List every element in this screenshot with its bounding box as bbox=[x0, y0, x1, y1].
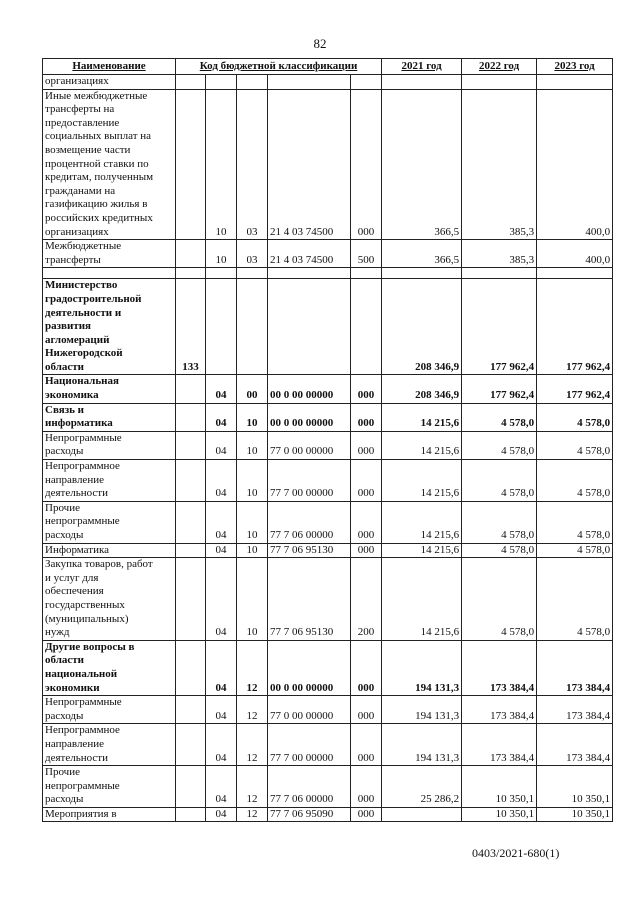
row-value-2021: 25 286,2 bbox=[382, 766, 462, 808]
row-value-2021 bbox=[382, 807, 462, 822]
row-target-article: 00 0 00 00000 bbox=[268, 640, 351, 695]
table-row bbox=[43, 558, 613, 641]
row-ved bbox=[176, 375, 206, 403]
row-name: Непрограммные расходы bbox=[43, 696, 176, 724]
row-name: Национальная экономика bbox=[43, 375, 176, 403]
row-subsection: 10 bbox=[237, 431, 268, 459]
row-expense-type: 000 bbox=[351, 696, 382, 724]
row-expense-type: 000 bbox=[351, 460, 382, 502]
table-header-row bbox=[43, 59, 613, 75]
row-section: 04 bbox=[206, 403, 237, 431]
row-expense-type: 000 bbox=[351, 89, 382, 240]
row-target-article: 77 0 00 00000 bbox=[268, 431, 351, 459]
row-value-2021: 366,5 bbox=[382, 240, 462, 268]
row-target-article: 77 7 06 00000 bbox=[268, 766, 351, 808]
table-row bbox=[43, 240, 613, 268]
row-target-article: 00 0 00 00000 bbox=[268, 375, 351, 403]
row-name: Прочие непрограммные расходы bbox=[43, 501, 176, 543]
table-row bbox=[43, 807, 613, 822]
row-value-2022: 10 350,1 bbox=[462, 766, 537, 808]
row-value-2023: 173 384,4 bbox=[537, 696, 613, 724]
row-target-article bbox=[268, 279, 351, 375]
budget-table bbox=[42, 58, 613, 822]
row-section: 04 bbox=[206, 724, 237, 766]
row-expense-type: 000 bbox=[351, 501, 382, 543]
row-value-2023: 10 350,1 bbox=[537, 807, 613, 822]
row-value-2022: 4 578,0 bbox=[462, 460, 537, 502]
table-row bbox=[43, 75, 613, 90]
row-section: 04 bbox=[206, 543, 237, 558]
row-expense-type: 000 bbox=[351, 640, 382, 695]
row-value-2023: 4 578,0 bbox=[537, 543, 613, 558]
row-value-2021: 14 215,6 bbox=[382, 460, 462, 502]
header-2023: 2023 год bbox=[537, 59, 613, 75]
row-value-2022: 385,3 bbox=[462, 89, 537, 240]
row-subsection: 12 bbox=[237, 807, 268, 822]
table-row bbox=[43, 501, 613, 543]
row-value-2023 bbox=[537, 75, 613, 90]
row-section: 04 bbox=[206, 501, 237, 543]
row-value-2021: 194 131,3 bbox=[382, 640, 462, 695]
row-subsection: 12 bbox=[237, 766, 268, 808]
row-value-2022: 4 578,0 bbox=[462, 403, 537, 431]
row-expense-type: 500 bbox=[351, 240, 382, 268]
row-value-2022: 173 384,4 bbox=[462, 696, 537, 724]
row-value-2021 bbox=[382, 268, 462, 279]
row-section: 04 bbox=[206, 696, 237, 724]
row-subsection: 10 bbox=[237, 501, 268, 543]
row-section: 04 bbox=[206, 640, 237, 695]
row-value-2021 bbox=[382, 75, 462, 90]
row-subsection: 12 bbox=[237, 640, 268, 695]
row-subsection: 03 bbox=[237, 240, 268, 268]
row-value-2021: 208 346,9 bbox=[382, 279, 462, 375]
row-ved bbox=[176, 696, 206, 724]
row-target-article: 77 7 06 95130 bbox=[268, 558, 351, 641]
row-value-2023: 173 384,4 bbox=[537, 640, 613, 695]
table-row bbox=[43, 696, 613, 724]
row-expense-type: 000 bbox=[351, 543, 382, 558]
row-name: Связь и информатика bbox=[43, 403, 176, 431]
row-target-article: 77 0 00 00000 bbox=[268, 696, 351, 724]
row-section: 04 bbox=[206, 766, 237, 808]
row-section: 04 bbox=[206, 431, 237, 459]
row-ved bbox=[176, 268, 206, 279]
row-name: Информатика bbox=[43, 543, 176, 558]
row-section: 04 bbox=[206, 375, 237, 403]
row-expense-type bbox=[351, 75, 382, 90]
row-value-2023: 4 578,0 bbox=[537, 403, 613, 431]
row-value-2022: 4 578,0 bbox=[462, 543, 537, 558]
row-expense-type bbox=[351, 279, 382, 375]
row-value-2023: 4 578,0 bbox=[537, 558, 613, 641]
row-value-2022: 177 962,4 bbox=[462, 375, 537, 403]
row-value-2022: 173 384,4 bbox=[462, 640, 537, 695]
row-expense-type: 000 bbox=[351, 375, 382, 403]
row-section: 10 bbox=[206, 240, 237, 268]
header-2022: 2022 год bbox=[462, 59, 537, 75]
row-ved bbox=[176, 460, 206, 502]
row-name: Другие вопросы в области национальной экономики bbox=[43, 640, 176, 695]
row-value-2022 bbox=[462, 75, 537, 90]
row-target-article: 77 7 06 95090 bbox=[268, 807, 351, 822]
table-row bbox=[43, 89, 613, 240]
row-expense-type: 000 bbox=[351, 403, 382, 431]
row-value-2021: 14 215,6 bbox=[382, 558, 462, 641]
row-value-2023: 4 578,0 bbox=[537, 460, 613, 502]
row-value-2022: 4 578,0 bbox=[462, 431, 537, 459]
header-2021: 2021 год bbox=[382, 59, 462, 75]
row-target-article: 77 7 00 00000 bbox=[268, 724, 351, 766]
row-value-2023: 177 962,4 bbox=[537, 279, 613, 375]
row-value-2023: 4 578,0 bbox=[537, 431, 613, 459]
row-name bbox=[43, 268, 176, 279]
row-value-2023: 10 350,1 bbox=[537, 766, 613, 808]
table-row bbox=[43, 543, 613, 558]
table-row bbox=[43, 724, 613, 766]
row-ved bbox=[176, 807, 206, 822]
row-name: Непрограммное направление деятельности bbox=[43, 724, 176, 766]
row-name: Министерство градостроительной деятельности и развития агломераций Нижегородской области bbox=[43, 279, 176, 375]
row-name: Мероприятия в bbox=[43, 807, 176, 822]
row-expense-type: 000 bbox=[351, 807, 382, 822]
row-name: Закупка товаров, работ и услуг для обеспечения государственных (муниципальных) нужд bbox=[43, 558, 176, 641]
table-row bbox=[43, 766, 613, 808]
row-value-2023: 177 962,4 bbox=[537, 375, 613, 403]
row-expense-type: 000 bbox=[351, 724, 382, 766]
row-value-2021: 194 131,3 bbox=[382, 696, 462, 724]
row-expense-type: 000 bbox=[351, 431, 382, 459]
row-value-2021: 14 215,6 bbox=[382, 501, 462, 543]
row-name: Иные межбюджетные трансферты на предоставление социальных выплат на возмещение части процентной ставки по кредитам, полученным гражданами на газификацию жилья в российских кредитных организациях bbox=[43, 89, 176, 240]
row-subsection: 00 bbox=[237, 375, 268, 403]
table-row bbox=[43, 279, 613, 375]
header-code: Код бюджетной классификации bbox=[176, 59, 382, 75]
row-value-2023: 400,0 bbox=[537, 89, 613, 240]
row-name: Межбюджетные трансферты bbox=[43, 240, 176, 268]
row-ved bbox=[176, 89, 206, 240]
row-subsection: 10 bbox=[237, 543, 268, 558]
row-value-2023: 173 384,4 bbox=[537, 724, 613, 766]
row-value-2022: 173 384,4 bbox=[462, 724, 537, 766]
row-value-2023: 400,0 bbox=[537, 240, 613, 268]
row-ved bbox=[176, 766, 206, 808]
row-value-2023 bbox=[537, 268, 613, 279]
row-value-2022: 10 350,1 bbox=[462, 807, 537, 822]
row-section: 04 bbox=[206, 460, 237, 502]
row-subsection: 12 bbox=[237, 724, 268, 766]
row-target-article: 77 7 06 95130 bbox=[268, 543, 351, 558]
row-subsection bbox=[237, 268, 268, 279]
row-section bbox=[206, 75, 237, 90]
row-section: 04 bbox=[206, 807, 237, 822]
row-name: организациях bbox=[43, 75, 176, 90]
row-value-2022: 177 962,4 bbox=[462, 279, 537, 375]
row-subsection: 03 bbox=[237, 89, 268, 240]
row-section: 10 bbox=[206, 89, 237, 240]
table-row bbox=[43, 460, 613, 502]
row-section: 04 bbox=[206, 558, 237, 641]
row-section bbox=[206, 268, 237, 279]
table-body bbox=[43, 75, 613, 822]
row-target-article: 21 4 03 74500 bbox=[268, 89, 351, 240]
row-name: Непрограммное направление деятельности bbox=[43, 460, 176, 502]
row-value-2023: 4 578,0 bbox=[537, 501, 613, 543]
row-value-2022: 4 578,0 bbox=[462, 558, 537, 641]
table-row bbox=[43, 640, 613, 695]
row-expense-type: 200 bbox=[351, 558, 382, 641]
row-name: Непрограммные расходы bbox=[43, 431, 176, 459]
row-name: Прочие непрограммные расходы bbox=[43, 766, 176, 808]
row-value-2021: 14 215,6 bbox=[382, 403, 462, 431]
header-name: Наименование bbox=[43, 59, 176, 75]
row-expense-type bbox=[351, 268, 382, 279]
row-target-article bbox=[268, 268, 351, 279]
row-ved bbox=[176, 558, 206, 641]
row-value-2022 bbox=[462, 268, 537, 279]
row-target-article: 77 7 00 00000 bbox=[268, 460, 351, 502]
row-ved bbox=[176, 543, 206, 558]
document-code: 0403/2021-680(1) bbox=[472, 846, 560, 860]
row-ved bbox=[176, 403, 206, 431]
row-ved bbox=[176, 75, 206, 90]
row-ved: 133 bbox=[176, 279, 206, 375]
row-value-2021: 14 215,6 bbox=[382, 431, 462, 459]
row-value-2021: 14 215,6 bbox=[382, 543, 462, 558]
row-value-2021: 366,5 bbox=[382, 89, 462, 240]
table-row bbox=[43, 375, 613, 403]
row-ved bbox=[176, 724, 206, 766]
row-ved bbox=[176, 501, 206, 543]
row-subsection: 10 bbox=[237, 403, 268, 431]
page-number: 82 bbox=[313, 36, 327, 51]
row-subsection bbox=[237, 279, 268, 375]
row-value-2022: 385,3 bbox=[462, 240, 537, 268]
row-subsection: 12 bbox=[237, 696, 268, 724]
row-ved bbox=[176, 240, 206, 268]
row-target-article: 77 7 06 00000 bbox=[268, 501, 351, 543]
row-target-article: 21 4 03 74500 bbox=[268, 240, 351, 268]
spacer-row bbox=[43, 268, 613, 279]
row-value-2021: 208 346,9 bbox=[382, 375, 462, 403]
row-ved bbox=[176, 640, 206, 695]
row-target-article: 00 0 00 00000 bbox=[268, 403, 351, 431]
row-value-2022: 4 578,0 bbox=[462, 501, 537, 543]
row-target-article bbox=[268, 75, 351, 90]
row-ved bbox=[176, 431, 206, 459]
row-section bbox=[206, 279, 237, 375]
row-subsection: 10 bbox=[237, 460, 268, 502]
table-row bbox=[43, 403, 613, 431]
table-row bbox=[43, 431, 613, 459]
row-subsection: 10 bbox=[237, 558, 268, 641]
row-value-2021: 194 131,3 bbox=[382, 724, 462, 766]
row-subsection bbox=[237, 75, 268, 90]
row-expense-type: 000 bbox=[351, 766, 382, 808]
